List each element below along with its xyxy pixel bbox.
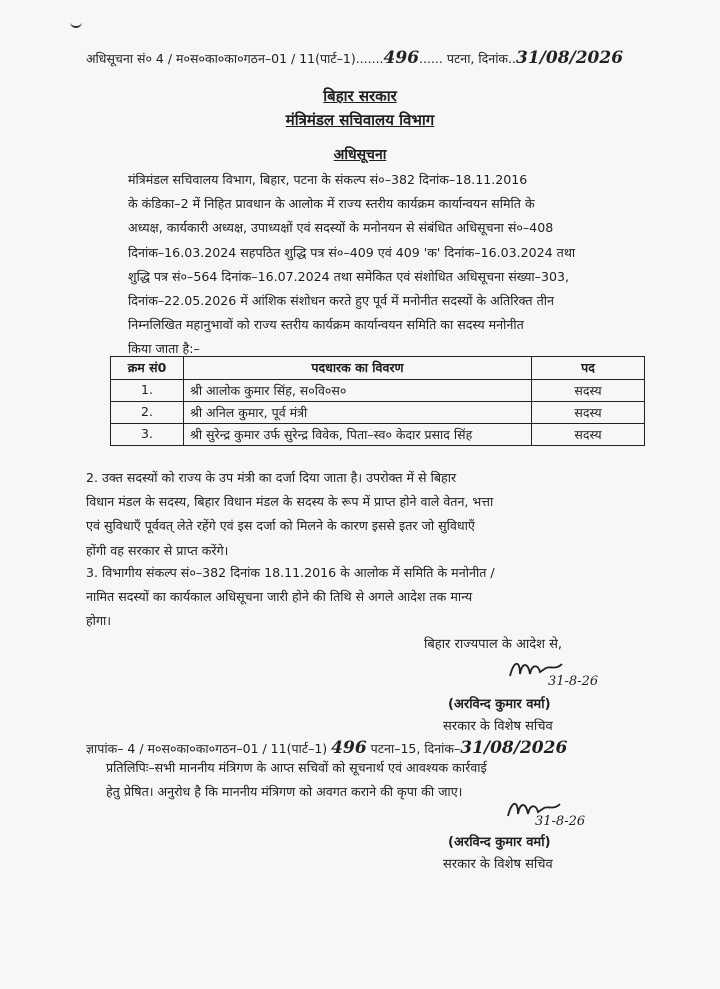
para2-line: होंगी वह सरकार से प्राप्त करेंगे। — [86, 542, 229, 558]
para1-line: निम्नलिखित महानुभावों को राज्य स्तरीय कार्यक्रम कार्यान्वयन समिति का सदस्य मनोनीत — [128, 317, 524, 333]
memo-date: 31/08/2026 — [460, 738, 568, 758]
cell-description: श्री आलोक कुमार सिंह, स०वि०स० — [184, 380, 532, 402]
para4-line: हेतु प्रेषित। अनुरोध है कि माननीय मंत्रिगण को अवगत कराने की कृपा की जाए। — [106, 784, 463, 800]
memo-place: पटना–15, दिनांक– — [370, 741, 461, 756]
para1-line: शुद्धि पत्र सं०–564 दिनांक–16.07.2024 तथा समेकित एवं संशोधित अधिसूचना संख्या–303, — [128, 268, 570, 284]
paragraph-copy — [86, 756, 664, 804]
paragraph-1 — [86, 168, 664, 362]
reference-line: अधिसूचना सं० 4 / म०स०का०का०गठन–01 / 11(पार्ट–1).......496...... पटना, दिनांक..31/08/2026 — [86, 48, 624, 68]
paragraph-3 — [86, 561, 664, 634]
para1-line: मंत्रिमंडल सचिवालय विभाग, बिहार, पटना के संकल्प सं०–382 दिनांक–18.11.2016 — [128, 172, 528, 187]
table-row — [111, 424, 645, 446]
cell-serial: 2. — [111, 402, 184, 424]
ref-date: 31/08/2026 — [516, 48, 624, 68]
para2-line: विधान मंडल के सदस्य, बिहार विधान मंडल के सदस्य के रूप में प्राप्त होने वाले वेतन, भत्ता — [86, 494, 494, 510]
signatory-name: (अरविन्द कुमार वर्मा) — [448, 697, 551, 712]
paragraph-2 — [86, 466, 664, 563]
ref-prefix: अधिसूचना सं० 4 / म०स०का०का०गठन–01 / 11(पार्ट–1) — [86, 51, 356, 66]
govt-title: बिहार सरकार — [323, 87, 397, 105]
cell-post: सदस्य — [532, 402, 645, 424]
cell-description: श्री अनिल कुमार, पूर्व मंत्री — [184, 402, 532, 424]
doc-type-title: अधिसूचना — [333, 147, 387, 163]
table-row — [111, 380, 645, 402]
para1-line: किया जाता है:– — [128, 341, 200, 357]
signature-date: 31-8-26 — [535, 814, 586, 829]
signatory-name: (अरविन्द कुमार वर्मा) — [448, 835, 551, 850]
para1-line: अध्यक्ष, कार्यकारी अध्यक्ष, उपाध्यक्षों एवं सदस्यों के मनोनयन से संबंधित अधिसूचना सं०–408 — [128, 220, 554, 236]
dept-title: मंत्रिमंडल सचिवालय विभाग — [285, 111, 435, 129]
para1-line: दिनांक–22.05.2026 में आंशिक संशोधन करते हुए पूर्व में मनोनीत सदस्यों के अतिरिक्त तीन — [128, 293, 555, 309]
para3-line: होगा। — [86, 613, 112, 629]
signature-date: 31-8-26 — [548, 674, 599, 689]
cell-serial: 3. — [111, 424, 184, 446]
memo-prefix: ज्ञापांक– 4 / म०स०का०का०गठन–01 / 11(पार्ट–1) — [86, 741, 328, 756]
col-header-post: पद — [532, 357, 645, 380]
col-header-description: पदधारक का विवरण — [184, 357, 532, 380]
cell-serial: 1. — [111, 380, 184, 402]
signatory-designation: सरकार के विशेष सचिव — [443, 857, 553, 872]
ref-place: पटना, दिनांक — [446, 51, 509, 66]
para3-line: 3. विभागीय संकल्प सं०–382 दिनांक 18.11.2016 के आलोक में समिति के मनोनीत / — [86, 565, 495, 580]
cell-description: श्री सुरेन्द्र कुमार उर्फ सुरेन्द्र विवेक, पिता–स्व० केदार प्रसाद सिंह — [184, 424, 532, 446]
cell-post: सदस्य — [532, 424, 645, 446]
para1-line: के कंडिका–2 में निहित प्रावधान के आलोक में राज्य स्तरीय कार्यक्रम कार्यान्वयन समिति के — [128, 196, 535, 212]
para2-line: 2. उक्त सदस्यों को राज्य के उप मंत्री का दर्जा दिया जाता है। उपरोक्त में से बिहार — [86, 470, 457, 485]
col-header-serial: क्रम सं0 — [111, 357, 184, 380]
check-mark-icon — [70, 18, 82, 28]
memo-line — [86, 738, 567, 758]
para3-line: नामित सदस्यों का कार्यकाल अधिसूचना जारी होने की तिथि से अगले आदेश तक मान्य — [86, 589, 473, 605]
memo-number: 496 — [331, 738, 367, 758]
order-line: बिहार राज्यपाल के आदेश से, — [424, 637, 563, 652]
table-row — [111, 402, 645, 424]
para4-line: प्रतिलिपिः–सभी माननीय मंत्रिगण के आप्त सचिवों को सूचनार्थ एवं आवश्यक कार्रवाई — [106, 760, 487, 775]
para2-line: एवं सुविधाएँ पूर्ववत् लेते रहेंगे एवं इस दर्जा को मिलने के कारण इससे इतर जो सुविधाएँ — [86, 518, 475, 534]
para1-line: दिनांक–16.03.2024 सहपठित शुद्धि पत्र सं०–409 एवं 409 'क' दिनांक–16.03.2024 तथा — [128, 244, 576, 260]
signatory-designation: सरकार के विशेष सचिव — [443, 719, 553, 734]
members-table — [110, 356, 645, 446]
cell-post: सदस्य — [532, 380, 645, 402]
ref-number: 496 — [383, 48, 420, 68]
table-header-row — [111, 357, 645, 380]
